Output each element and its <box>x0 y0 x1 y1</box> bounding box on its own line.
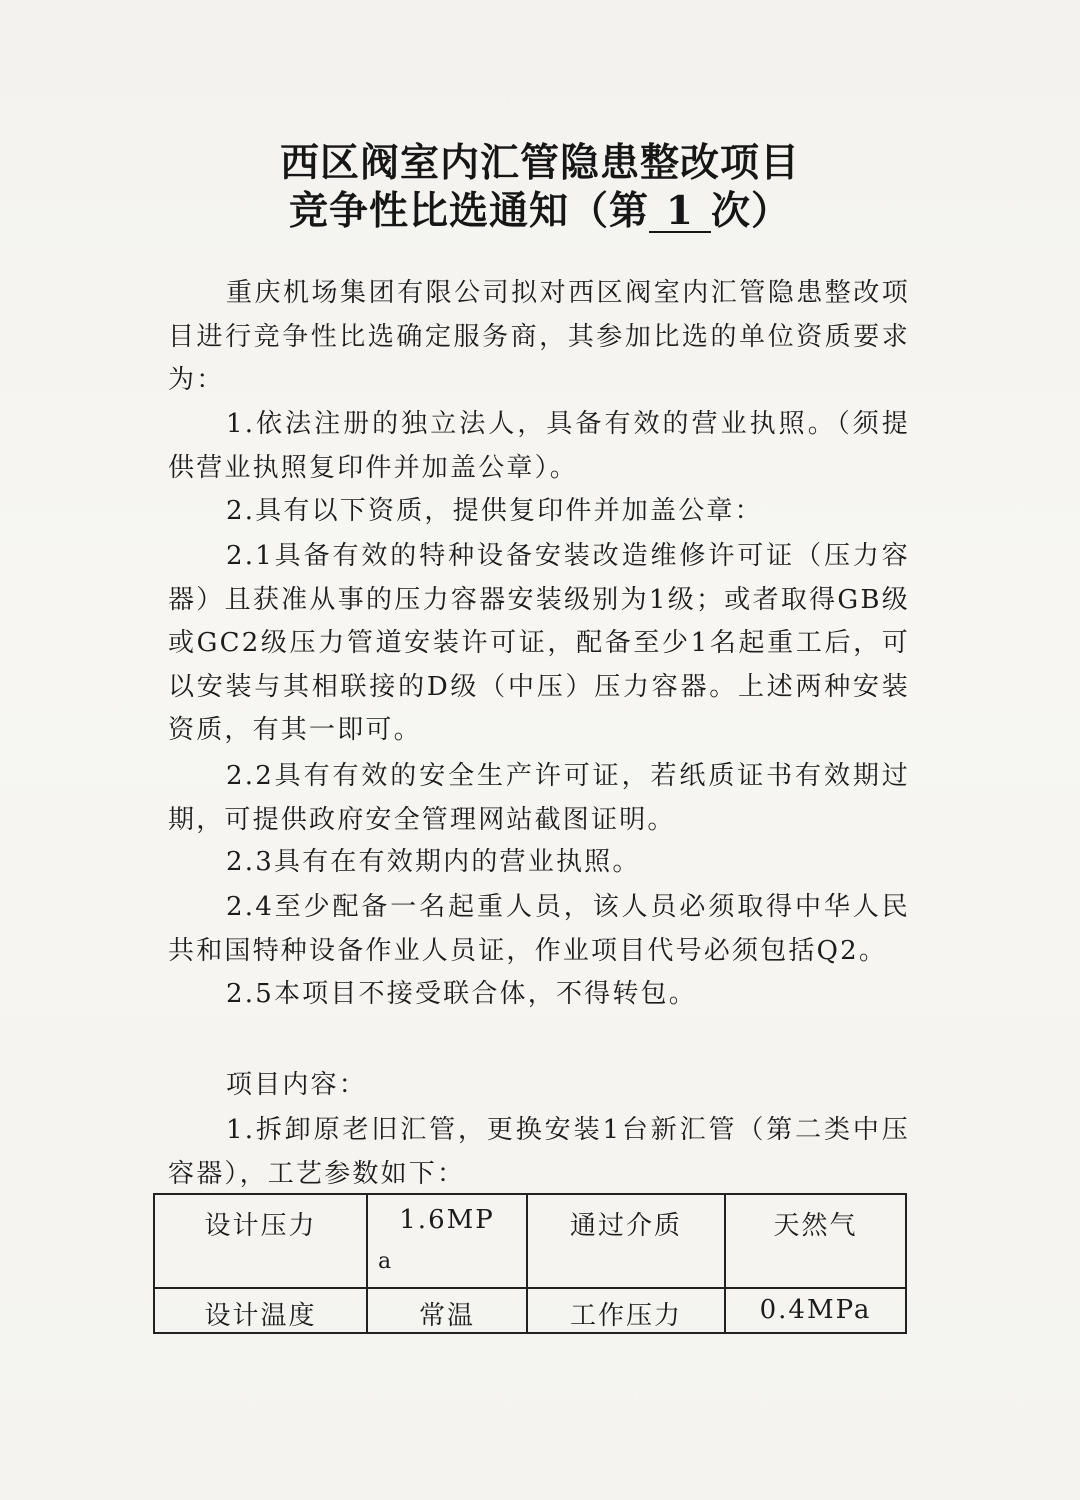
project-item-1: 1.拆卸原老旧汇管，更换安装1台新汇管（第二类中压容器），工艺参数如下： <box>168 1115 910 1189</box>
requirement-1: 1.依法注册的独立法人，具备有效的营业执照。（须提供营业执照复印件并加盖公章）。 <box>168 409 910 483</box>
table-cell: 0.4MPa <box>725 1288 906 1333</box>
notice-round-number: 1 <box>649 192 711 233</box>
table-row <box>154 1194 906 1288</box>
table-cell: 工作压力 <box>527 1288 725 1333</box>
requirement-2-5: 2.5本项目不接受联合体，不得转包。 <box>226 979 697 1009</box>
document-title-line1: 西区阀室内汇管隐患整改项目 <box>279 140 800 186</box>
table-cell: 天然气 <box>725 1194 906 1288</box>
title-prefix: 竞争性比选通知（第 <box>288 188 649 234</box>
title-suffix: 次） <box>711 188 792 234</box>
requirement-2-4: 2.4至少配备一名起重人员，该人员必须取得中华人民共和国特种设备作业人员证，作业项目代号必须包括Q2。 <box>168 892 910 966</box>
table-cell <box>367 1194 527 1288</box>
document-title-line2 <box>0 180 1080 236</box>
requirement-2-1: 2.1具备有效的特种设备安装改造维修许可证（压力容器）且获准从事的压力容器安装级别为1级；或者取得GB级或GC2级压力管道安装许可证，配备至少1名起重工后，可以安装与其相联接的D级（中压）压力容器。上述两种安装资质，有其一即可。 <box>168 541 910 745</box>
table-cell: 常温 <box>367 1288 527 1333</box>
requirement-2: 2.具有以下资质，提供复印件并加盖公章： <box>226 496 763 526</box>
requirement-2-2: 2.2具有有效的安全生产许可证，若纸质证书有效期过期，可提供政府安全管理网站截图证明。 <box>168 761 910 835</box>
project-heading: 项目内容： <box>226 1070 368 1100</box>
intro-paragraph: 重庆机场集团有限公司拟对西区阀室内汇管隐患整改项目进行竞争性比选确定服务商，其参加比选的单位资质要求为： <box>168 278 910 395</box>
table-cell: 通过介质 <box>527 1194 725 1288</box>
table-cell: 设计温度 <box>154 1288 367 1333</box>
table-cell-value: 1.6MP <box>399 1205 495 1235</box>
requirement-2-3: 2.3具有在有效期内的营业执照。 <box>226 847 641 877</box>
table-cell: 设计压力 <box>154 1194 367 1288</box>
table-row <box>154 1288 906 1333</box>
table-cell-value-wrap: a <box>378 1249 394 1274</box>
process-parameters-table <box>153 1193 905 1334</box>
